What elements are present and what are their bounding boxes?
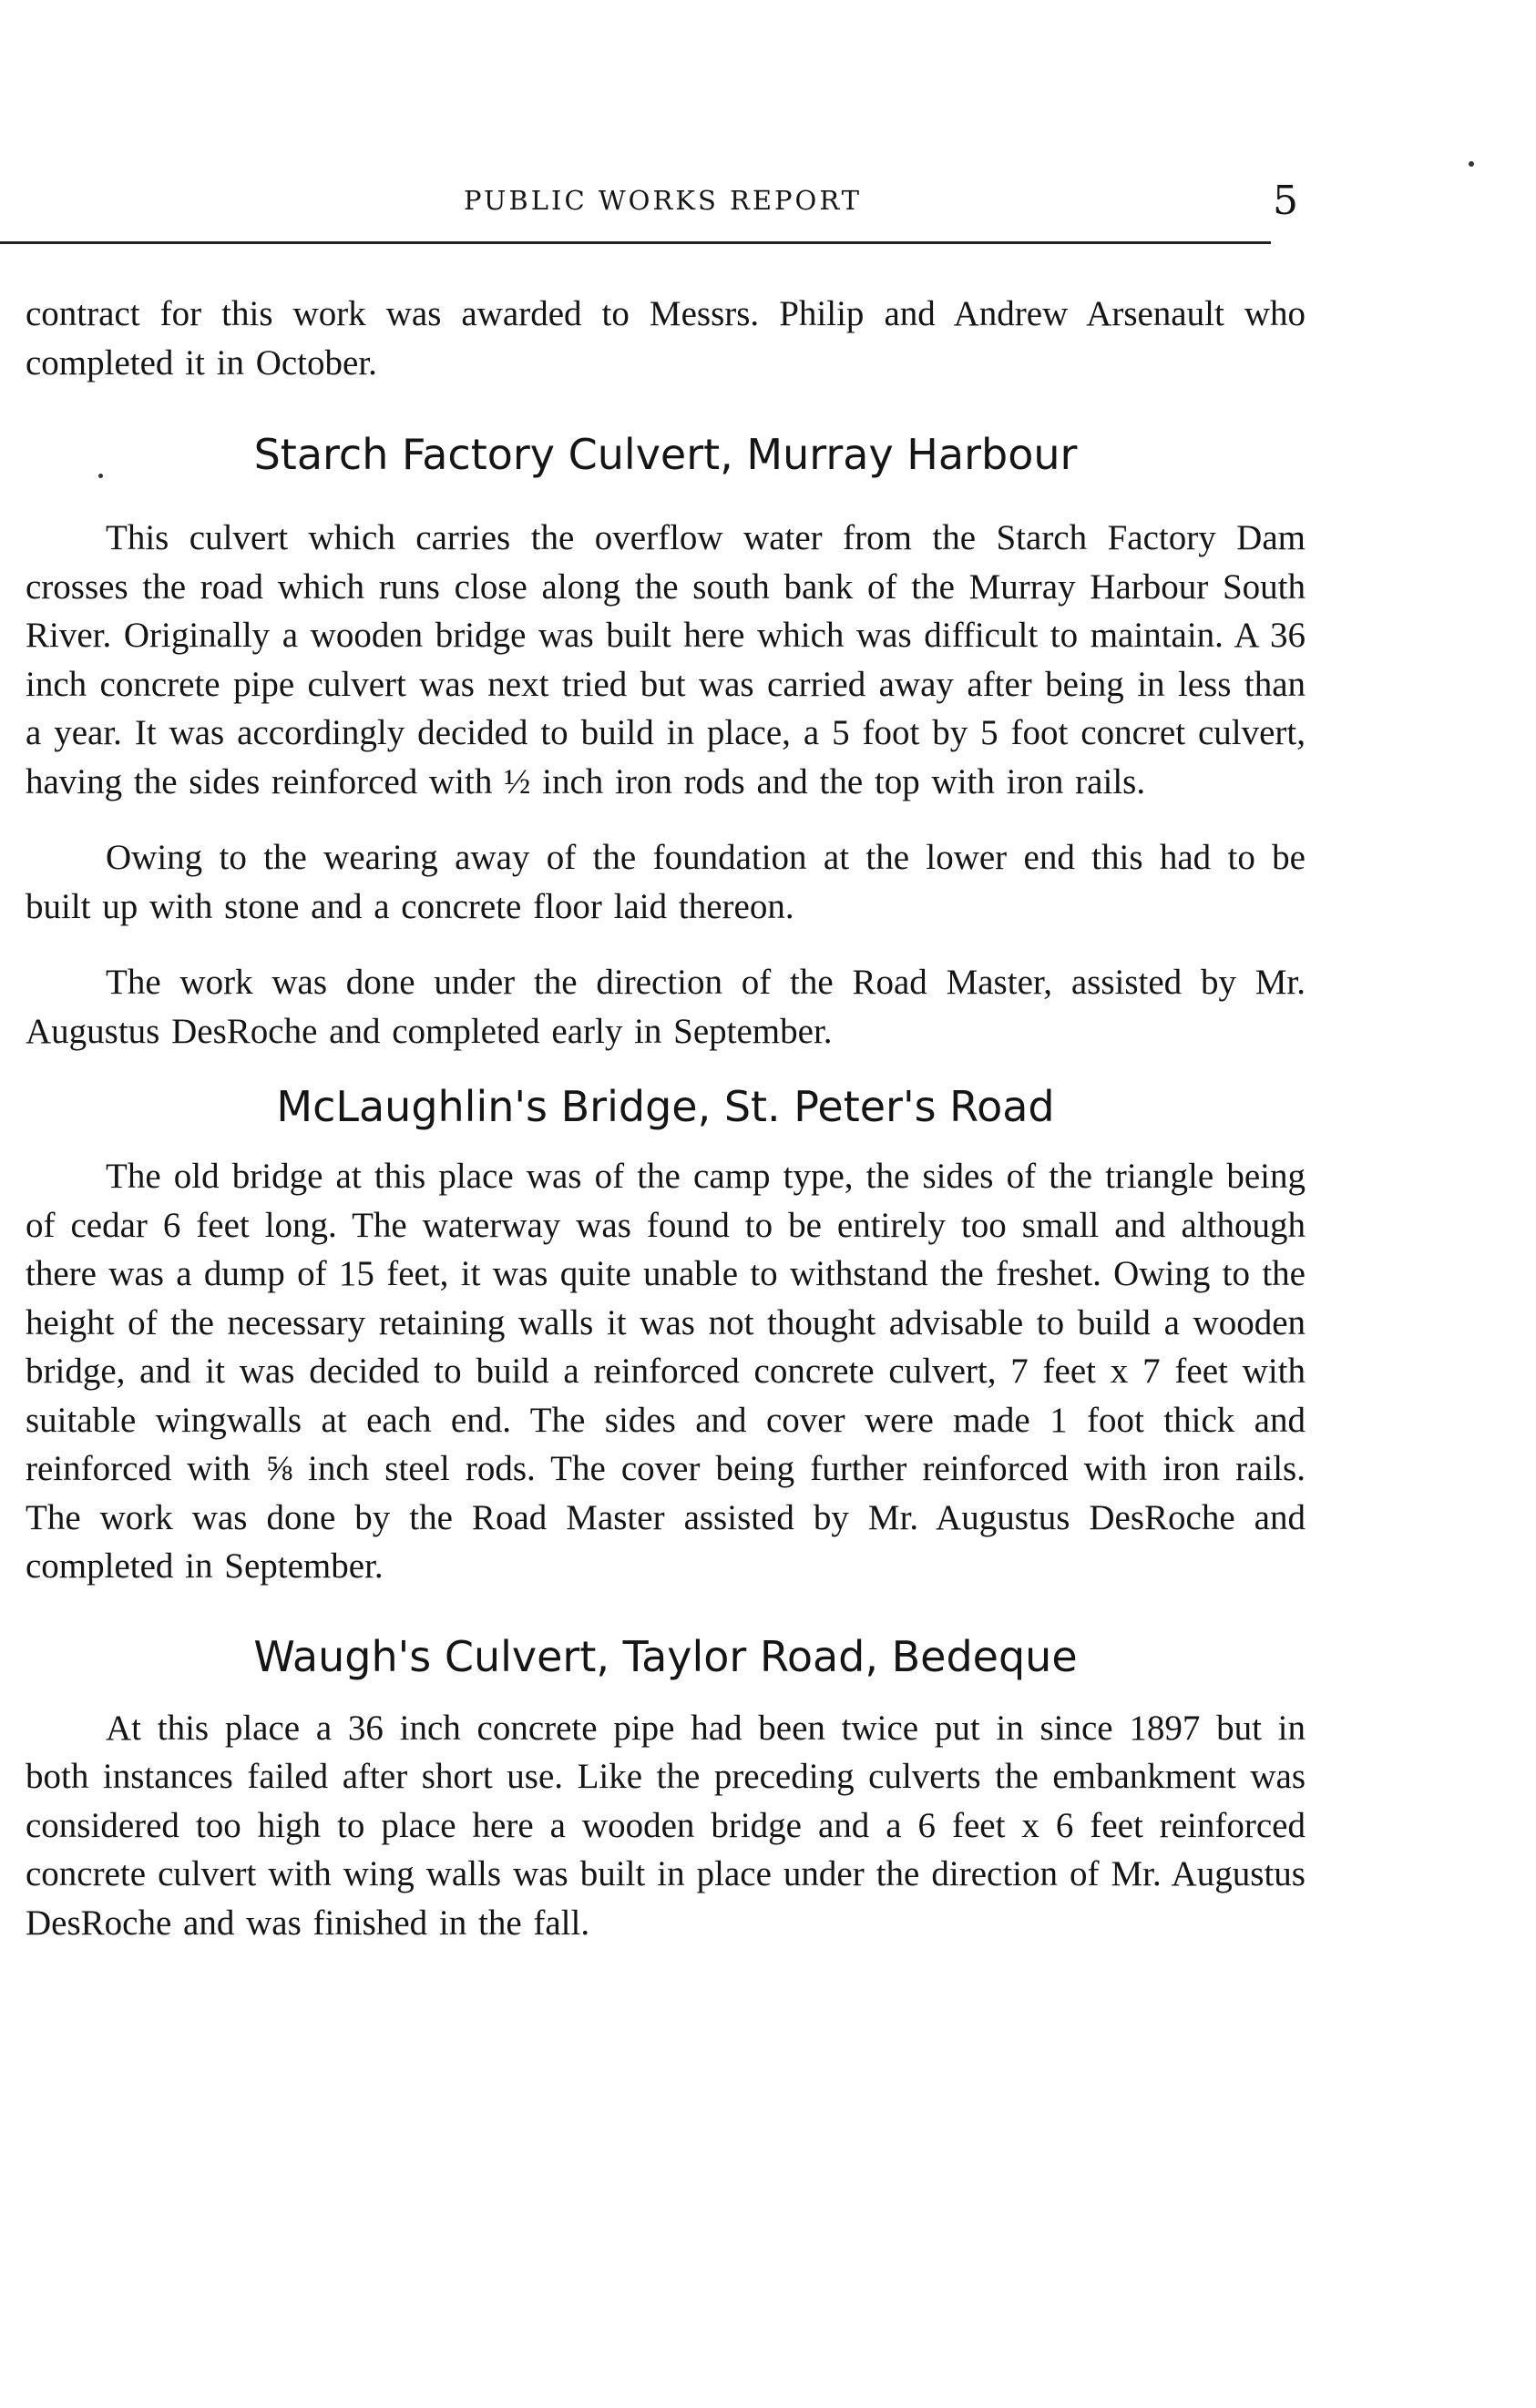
page-number: 5 <box>1273 178 1298 224</box>
section-heading-starch-factory: Starch Factory Culvert, Murray Harbour <box>253 430 1078 479</box>
intro-paragraph: contract for this work was awarded to Messrs. Philip and Andrew Arsenault who completed it in October. <box>26 294 1306 383</box>
paragraph-waugh-1: At this place a 36 inch concrete pipe had been twice put in since 1897 but in both instances failed after short use. Like the preceding culverts the embankment was considered too high to place here a wooden bridge and a 6 feet x 6 feet reinforced concrete culvert with wing walls was built in place under the direction of Mr. Augustus DesRoche and was finished in the fall. <box>26 1708 1306 1943</box>
running-head: PUBLIC WORKS REPORT <box>463 185 862 216</box>
paragraph-starch-3: The work was done under the direction of the Road Master, assisted by Mr. Augustus DesRoche and completed early in September. <box>26 963 1306 1051</box>
section-heading-mclaughlins-bridge: McLaughlin's Bridge, St. Peter's Road <box>276 1082 1055 1131</box>
body-text <box>26 290 1306 1947</box>
scan-speck <box>1469 161 1474 167</box>
header-rule <box>0 241 1271 244</box>
section-heading-waughs-culvert: Waugh's Culvert, Taylor Road, Bedeque <box>253 1631 1078 1681</box>
paragraph-mclaughlin-1: The old bridge at this place was of the camp type, the sides of the triangle being of cedar 6 feet long. The waterway was found to be entirely too small and although there was a dump of 15 feet, it was quite unable to withstand the freshet. Owing to the height of the necessary retaining walls it was not thought advisable to build a wooden bridge, and it was decided to build a reinforced concrete culvert, 7 feet x 7 feet with suitable wingwalls at each end. The sides and cover were made 1 foot thick and reinforced with ⅝ inch steel rods. The cover being further reinforced with iron rails. The work was done by the Road Master assisted by Mr. Augustus DesRoche and completed in September. <box>26 1157 1306 1586</box>
paragraph-starch-2: Owing to the wearing away of the foundation at the lower end this had to be built up with stone and a concrete floor laid thereon. <box>26 838 1306 926</box>
scan-speck <box>98 474 103 478</box>
paragraph-starch-1: This culvert which carries the overflow water from the Starch Factory Dam crosses the road which runs close along the south bank of the Murray Harbour South River. Originally a wooden bridge was built here which was difficult to maintain. A 36 inch concrete pipe culvert was next tried but was carried away after being in less than a year. It was accordingly decided to build in place, a 5 foot by 5 foot concret culvert, having the sides reinforced with ½ inch iron rods and the top with iron rails. <box>26 518 1306 801</box>
page-header <box>27 178 1298 232</box>
